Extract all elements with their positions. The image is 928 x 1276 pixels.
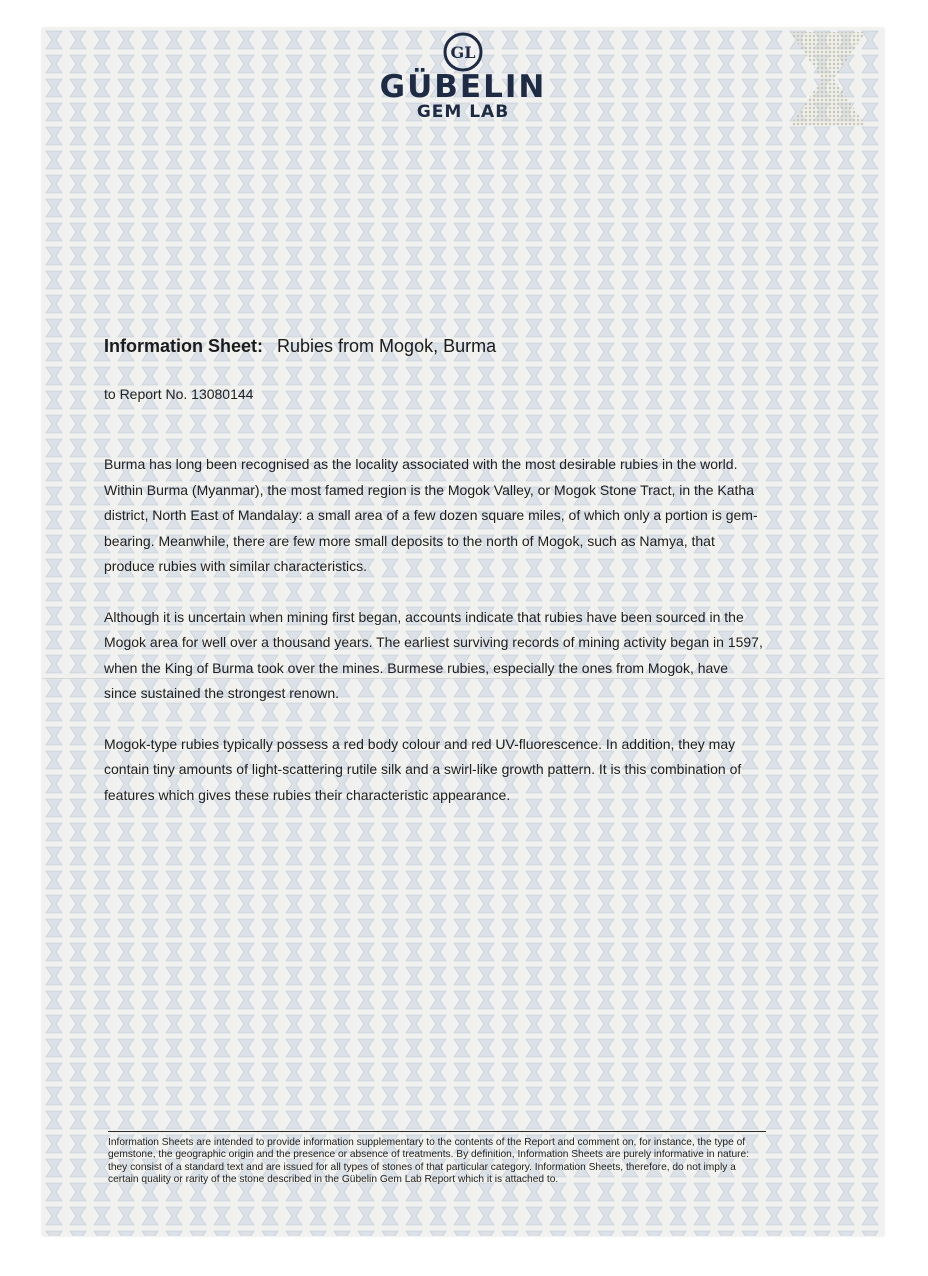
emblem-letters: GL [450,43,476,62]
report-reference: to Report No. 13080144 [104,386,254,402]
gubelin-emblem-icon [443,32,483,72]
body-text [104,452,764,833]
brand-name: GÜBELIN [379,69,547,105]
paragraph: Mogok-type rubies typically possess a red body colour and red UV-fluorescence. In addition, they may contain tiny amounts of light-scattering rutile silk and a swirl-like growth pattern. It is this combination of features which gives these rubies their characteristic appearance. [104,735,742,803]
sheet-title [104,336,496,357]
title-label: Information Sheet: [104,336,264,356]
document-sheet [42,28,884,1236]
title-value: Rubies from Mogok, Burma [277,336,497,356]
paragraph: Burma has long been recognised as the locality associated with the most desirable rubies in the world. Within Burma (Myanmar), the most famed region is the Mogok Valley, or Mogok Stone Tract, in the Katha district, North East of Mandalay: a small area of a few dozen square miles, of which only a portion is gem-bearing. Meanwhile, there are few more small deposits to the north of Mogok, such as Namya, that produce rubies with similar characteristics. [104,456,758,574]
brand-subname: GEM LAB [416,102,510,122]
footnote-divider [108,1131,766,1132]
paragraph: Although it is uncertain when mining first began, accounts indicate that rubies have been sourced in the Mogok area for well over a thousand years. The earliest surviving records of mining activity began in 1597, when the King of Burma took over the mines. Burmese rubies, especially the ones from Mogok, have since sustained the strongest renown. [104,608,763,701]
brand-logo [42,32,884,121]
hologram-seal-icon [788,30,868,128]
footnote: Information Sheets are intended to provide information supplementary to the contents of the Report and comment on, for instance, the type of gemstone, the geographic origin and the presence or absence of treatments. By definition, Information Sheets are purely informative in nature: they consist of a standard text and are issued for all types of stones of that particular category. Information Sheets, therefore, do not imply a certain quality or rarity of the stone described in the Gübelin Gem Lab Report which it is attached to. [108,1137,750,1186]
